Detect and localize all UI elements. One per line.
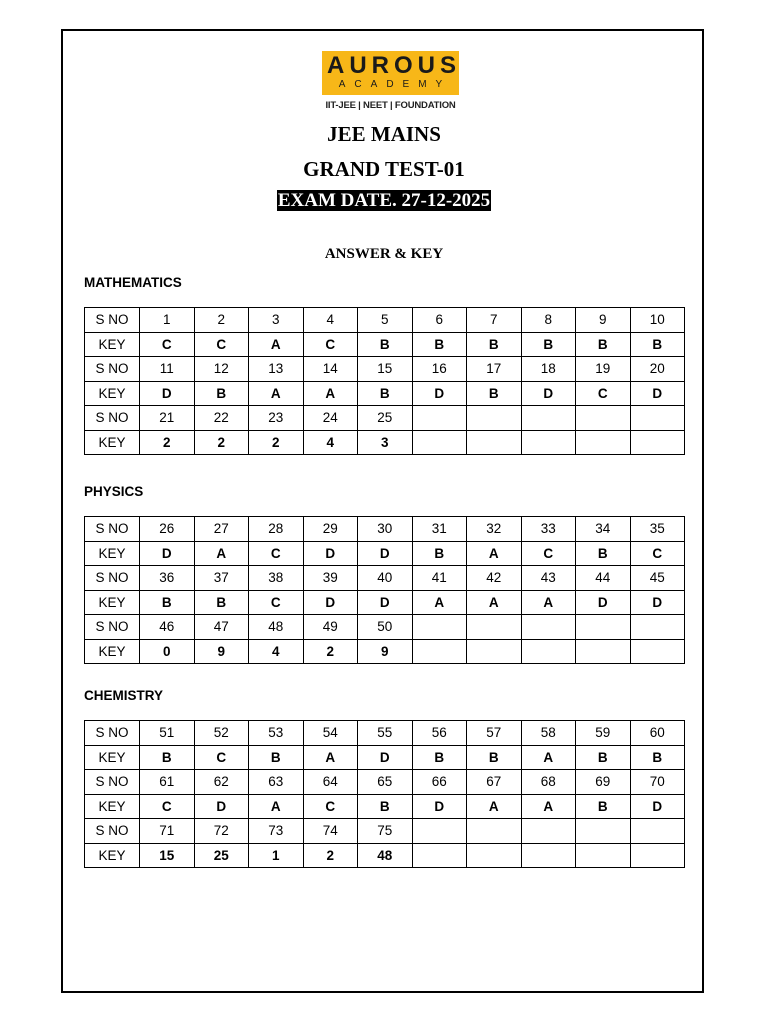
question-number-cell: 46	[140, 615, 195, 640]
answer-cell: A	[521, 745, 576, 770]
question-number-cell: 53	[249, 721, 304, 746]
question-number-cell	[521, 819, 576, 844]
answer-cell: B	[140, 590, 195, 615]
question-number-cell: 41	[412, 566, 467, 591]
question-number-cell: 61	[140, 770, 195, 795]
sno-row	[85, 308, 685, 333]
question-number-cell: 71	[140, 819, 195, 844]
question-number-cell: 54	[303, 721, 358, 746]
answer-cell: C	[140, 332, 195, 357]
row-label: S NO	[85, 357, 140, 382]
answer-cell: D	[412, 794, 467, 819]
answer-cell	[630, 639, 685, 664]
section-label-chemistry: CHEMISTRY	[84, 688, 164, 703]
question-number-cell: 6	[412, 308, 467, 333]
question-number-cell: 66	[412, 770, 467, 795]
question-number-cell: 23	[249, 406, 304, 431]
question-number-cell: 27	[194, 517, 249, 542]
answer-cell: B	[140, 745, 195, 770]
question-number-cell	[412, 819, 467, 844]
answer-cell: C	[576, 381, 631, 406]
question-number-cell: 63	[249, 770, 304, 795]
question-number-cell: 8	[521, 308, 576, 333]
answer-cell: 2	[303, 843, 358, 868]
key-row	[85, 794, 685, 819]
question-number-cell: 19	[576, 357, 631, 382]
question-number-cell: 70	[630, 770, 685, 795]
answer-cell: C	[194, 332, 249, 357]
answer-cell: A	[521, 590, 576, 615]
question-number-cell: 40	[358, 566, 413, 591]
question-number-cell: 10	[630, 308, 685, 333]
question-number-cell: 69	[576, 770, 631, 795]
row-label: S NO	[85, 517, 140, 542]
answer-cell: D	[303, 541, 358, 566]
answer-cell	[412, 843, 467, 868]
question-number-cell: 32	[467, 517, 522, 542]
question-number-cell: 74	[303, 819, 358, 844]
question-number-cell: 45	[630, 566, 685, 591]
key-row	[85, 745, 685, 770]
question-number-cell	[576, 615, 631, 640]
sno-row	[85, 770, 685, 795]
answer-cell: B	[412, 332, 467, 357]
section-label-physics: PHYSICS	[84, 484, 144, 499]
answer-cell: A	[249, 794, 304, 819]
answer-cell: 1	[249, 843, 304, 868]
key-row	[85, 541, 685, 566]
question-number-cell: 37	[194, 566, 249, 591]
answer-cell: A	[249, 332, 304, 357]
answer-cell	[412, 430, 467, 455]
question-number-cell: 4	[303, 308, 358, 333]
logo-name: AUROUS	[327, 52, 462, 79]
answer-cell: D	[358, 541, 413, 566]
question-number-cell: 31	[412, 517, 467, 542]
question-number-cell	[630, 406, 685, 431]
question-number-cell: 15	[358, 357, 413, 382]
question-number-cell: 51	[140, 721, 195, 746]
logo-box	[322, 51, 462, 95]
answer-cell: A	[467, 541, 522, 566]
answer-cell: A	[249, 381, 304, 406]
answer-cell: B	[576, 332, 631, 357]
answer-cell: C	[140, 794, 195, 819]
answer-cell: D	[358, 745, 413, 770]
row-label: KEY	[85, 843, 140, 868]
question-number-cell: 68	[521, 770, 576, 795]
test-name: GRAND TEST-01	[303, 157, 465, 181]
question-number-cell: 14	[303, 357, 358, 382]
answer-cell	[467, 430, 522, 455]
sno-row	[85, 721, 685, 746]
answer-cell: D	[358, 590, 413, 615]
answer-cell: C	[249, 590, 304, 615]
answer-cell	[576, 639, 631, 664]
question-number-cell: 16	[412, 357, 467, 382]
question-number-cell	[467, 406, 522, 431]
row-label: KEY	[85, 332, 140, 357]
answer-cell: B	[576, 541, 631, 566]
answer-cell: 15	[140, 843, 195, 868]
row-label: S NO	[85, 615, 140, 640]
answer-cell: C	[194, 745, 249, 770]
answer-cell	[467, 639, 522, 664]
answer-cell: D	[630, 381, 685, 406]
answer-cell: 3	[358, 430, 413, 455]
question-number-cell: 20	[630, 357, 685, 382]
row-label: S NO	[85, 566, 140, 591]
question-number-cell: 43	[521, 566, 576, 591]
question-number-cell: 35	[630, 517, 685, 542]
row-label: S NO	[85, 308, 140, 333]
answer-cell: D	[412, 381, 467, 406]
question-number-cell	[412, 406, 467, 431]
key-row	[85, 843, 685, 868]
question-number-cell: 52	[194, 721, 249, 746]
question-number-cell	[521, 406, 576, 431]
row-label: KEY	[85, 745, 140, 770]
key-row	[85, 430, 685, 455]
sno-row	[85, 819, 685, 844]
question-number-cell: 2	[194, 308, 249, 333]
answer-cell: 48	[358, 843, 413, 868]
question-number-cell: 28	[249, 517, 304, 542]
answer-cell: 2	[194, 430, 249, 455]
question-number-cell: 48	[249, 615, 304, 640]
answer-cell: C	[303, 794, 358, 819]
question-number-cell	[630, 615, 685, 640]
answer-cell	[576, 430, 631, 455]
answer-cell: 2	[140, 430, 195, 455]
question-number-cell: 65	[358, 770, 413, 795]
row-label: S NO	[85, 819, 140, 844]
answer-cell: D	[194, 794, 249, 819]
answer-cell	[630, 843, 685, 868]
answer-cell: 0	[140, 639, 195, 664]
answer-cell: C	[630, 541, 685, 566]
sno-row	[85, 406, 685, 431]
row-label: S NO	[85, 721, 140, 746]
answer-cell: B	[467, 745, 522, 770]
row-label: KEY	[85, 794, 140, 819]
physics-key-table	[84, 516, 685, 664]
answer-cell: C	[521, 541, 576, 566]
section-label-mathematics: MATHEMATICS	[84, 275, 182, 290]
chemistry-key-table	[84, 720, 685, 868]
answer-cell: C	[303, 332, 358, 357]
question-number-cell	[467, 615, 522, 640]
mathematics-key-table	[84, 307, 685, 455]
answer-cell: D	[140, 541, 195, 566]
answer-cell	[412, 639, 467, 664]
row-label: S NO	[85, 770, 140, 795]
answer-cell: A	[467, 590, 522, 615]
answer-cell: B	[521, 332, 576, 357]
answer-cell: 25	[194, 843, 249, 868]
question-number-cell: 49	[303, 615, 358, 640]
question-number-cell: 13	[249, 357, 304, 382]
answer-cell: D	[140, 381, 195, 406]
answer-cell: B	[412, 745, 467, 770]
answer-cell: B	[467, 332, 522, 357]
row-label: KEY	[85, 430, 140, 455]
answer-cell: B	[249, 745, 304, 770]
question-number-cell: 47	[194, 615, 249, 640]
question-number-cell: 56	[412, 721, 467, 746]
exam-date	[0, 190, 768, 212]
answer-cell: B	[358, 794, 413, 819]
question-number-cell: 12	[194, 357, 249, 382]
exam-title: JEE MAINS	[327, 122, 441, 146]
answer-cell: B	[194, 590, 249, 615]
answer-cell: B	[576, 794, 631, 819]
sno-row	[85, 357, 685, 382]
answer-cell: A	[303, 381, 358, 406]
answer-cell	[630, 430, 685, 455]
answer-cell: D	[521, 381, 576, 406]
question-number-cell: 64	[303, 770, 358, 795]
question-number-cell: 38	[249, 566, 304, 591]
question-number-cell: 25	[358, 406, 413, 431]
question-number-cell: 75	[358, 819, 413, 844]
row-label: KEY	[85, 590, 140, 615]
answer-cell	[521, 639, 576, 664]
answer-cell	[521, 430, 576, 455]
question-number-cell: 17	[467, 357, 522, 382]
key-row	[85, 590, 685, 615]
question-number-cell: 50	[358, 615, 413, 640]
answer-cell: B	[194, 381, 249, 406]
answer-cell: D	[303, 590, 358, 615]
logo-sub: ACADEMY	[338, 79, 452, 90]
question-number-cell	[576, 406, 631, 431]
answer-cell: 2	[249, 430, 304, 455]
answer-key-heading: ANSWER & KEY	[324, 246, 444, 262]
question-number-cell: 34	[576, 517, 631, 542]
answer-cell: 2	[303, 639, 358, 664]
sno-row	[85, 517, 685, 542]
answer-cell	[467, 843, 522, 868]
question-number-cell: 3	[249, 308, 304, 333]
question-number-cell: 18	[521, 357, 576, 382]
answer-cell	[521, 843, 576, 868]
question-number-cell: 57	[467, 721, 522, 746]
question-number-cell: 22	[194, 406, 249, 431]
question-number-cell	[467, 819, 522, 844]
answer-cell: 4	[249, 639, 304, 664]
question-number-cell: 11	[140, 357, 195, 382]
answer-cell: A	[521, 794, 576, 819]
answer-cell: B	[412, 541, 467, 566]
row-label: S NO	[85, 406, 140, 431]
answer-cell: 4	[303, 430, 358, 455]
answer-cell: B	[467, 381, 522, 406]
answer-cell: B	[630, 332, 685, 357]
sno-row	[85, 566, 685, 591]
question-number-cell: 7	[467, 308, 522, 333]
question-number-cell: 60	[630, 721, 685, 746]
question-number-cell: 42	[467, 566, 522, 591]
question-number-cell: 21	[140, 406, 195, 431]
answer-cell: A	[194, 541, 249, 566]
question-number-cell: 33	[521, 517, 576, 542]
question-number-cell: 24	[303, 406, 358, 431]
question-number-cell: 72	[194, 819, 249, 844]
answer-cell: D	[630, 590, 685, 615]
key-row	[85, 332, 685, 357]
question-number-cell: 58	[521, 721, 576, 746]
question-number-cell: 39	[303, 566, 358, 591]
question-number-cell	[630, 819, 685, 844]
question-number-cell: 67	[467, 770, 522, 795]
row-label: KEY	[85, 381, 140, 406]
logo-tagline: IIT-JEE | NEET | FOUNDATION	[325, 100, 456, 111]
answer-cell: A	[467, 794, 522, 819]
question-number-cell: 62	[194, 770, 249, 795]
key-row	[85, 381, 685, 406]
answer-cell: A	[303, 745, 358, 770]
question-number-cell: 73	[249, 819, 304, 844]
answer-cell: D	[630, 794, 685, 819]
question-number-cell	[412, 615, 467, 640]
question-number-cell: 1	[140, 308, 195, 333]
row-label: KEY	[85, 541, 140, 566]
key-row	[85, 639, 685, 664]
question-number-cell: 59	[576, 721, 631, 746]
answer-cell: B	[358, 381, 413, 406]
question-number-cell: 36	[140, 566, 195, 591]
question-number-cell	[521, 615, 576, 640]
question-number-cell: 29	[303, 517, 358, 542]
question-number-cell: 44	[576, 566, 631, 591]
answer-cell: D	[576, 590, 631, 615]
answer-cell: B	[358, 332, 413, 357]
aurous-academy-logo	[322, 51, 462, 111]
question-number-cell	[576, 819, 631, 844]
row-label: KEY	[85, 639, 140, 664]
answer-cell: B	[630, 745, 685, 770]
exam-date-text: EXAM DATE. 27-12-2025	[277, 190, 491, 211]
answer-cell: 9	[194, 639, 249, 664]
answer-cell: B	[576, 745, 631, 770]
question-number-cell: 26	[140, 517, 195, 542]
question-number-cell: 30	[358, 517, 413, 542]
answer-cell: 9	[358, 639, 413, 664]
question-number-cell: 5	[358, 308, 413, 333]
answer-cell: A	[412, 590, 467, 615]
answer-cell	[576, 843, 631, 868]
answer-cell: C	[249, 541, 304, 566]
question-number-cell: 55	[358, 721, 413, 746]
question-number-cell: 9	[576, 308, 631, 333]
sno-row	[85, 615, 685, 640]
